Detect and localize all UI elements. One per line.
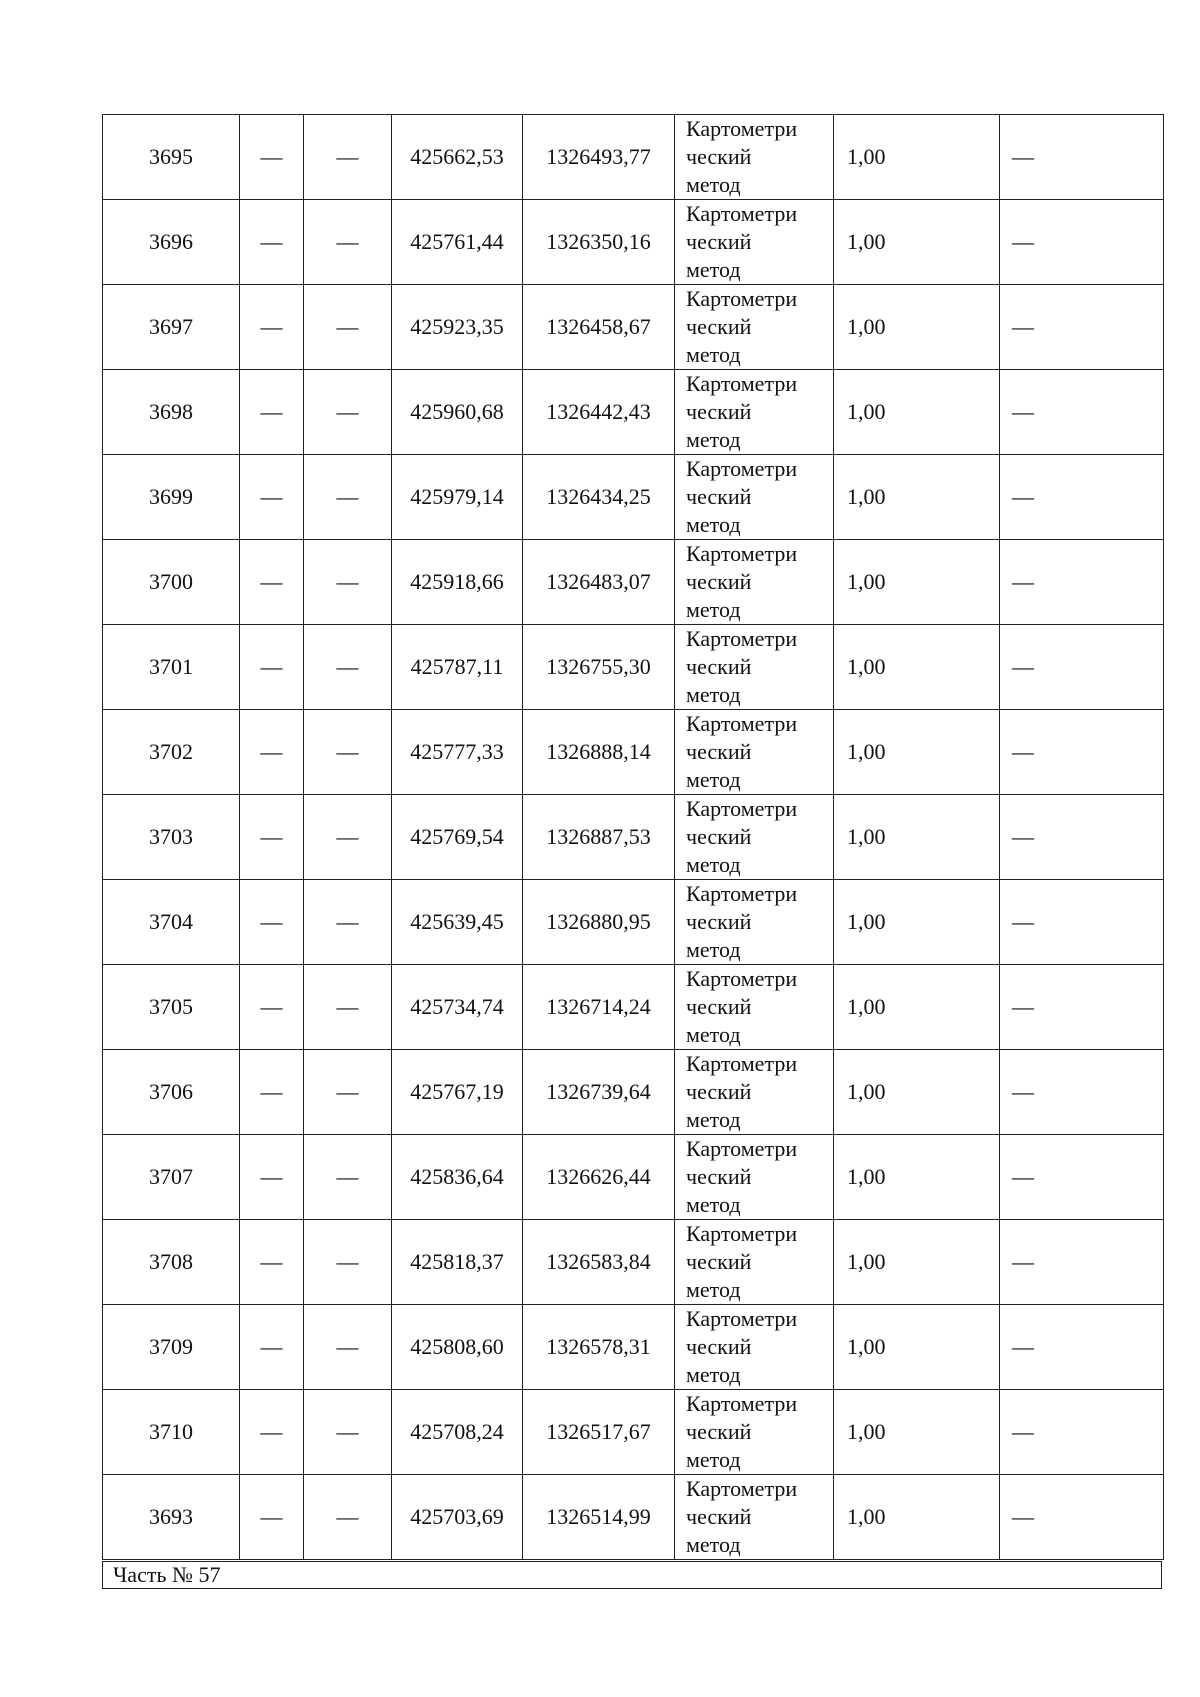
accuracy-text: 1,00 xyxy=(847,654,886,679)
empty-value-text: — xyxy=(336,229,359,254)
accuracy-text: 1,00 xyxy=(847,569,886,594)
point-number-text: 3700 xyxy=(149,569,193,594)
accuracy-text: 1,00 xyxy=(847,1504,886,1529)
accuracy-cell xyxy=(834,1475,1000,1560)
point-number-text: 3699 xyxy=(149,484,193,509)
coordinate-y-cell xyxy=(523,965,675,1050)
point-number-cell xyxy=(103,455,240,540)
accuracy-cell xyxy=(834,285,1000,370)
coordinate-y-cell xyxy=(523,1390,675,1475)
coordinate-y-text: 1326434,25 xyxy=(546,484,651,509)
empty-value-cell xyxy=(304,200,392,285)
accuracy-text: 1,00 xyxy=(847,229,886,254)
coordinate-y-text: 1326714,24 xyxy=(546,994,651,1019)
coordinate-x-cell xyxy=(392,1305,523,1390)
empty-value-cell xyxy=(240,1305,304,1390)
method-text: Картометри ческий метод xyxy=(686,1476,798,1557)
point-number-text: 3707 xyxy=(149,1164,193,1189)
empty-value-text: — xyxy=(1012,569,1034,594)
coordinate-y-text: 1326888,14 xyxy=(546,739,651,764)
empty-value-text: — xyxy=(336,909,359,934)
coordinate-y-cell xyxy=(523,200,675,285)
point-number-text: 3697 xyxy=(149,314,193,339)
method-cell xyxy=(675,1475,834,1560)
empty-value-text: — xyxy=(336,739,359,764)
method-text: Картометри ческий метод xyxy=(686,796,798,877)
coordinate-x-text: 425639,45 xyxy=(410,909,504,934)
method-text: Картометри ческий метод xyxy=(686,626,798,707)
coordinate-x-cell xyxy=(392,795,523,880)
empty-value-cell xyxy=(1000,965,1164,1050)
coordinate-x-text: 425769,54 xyxy=(410,824,504,849)
empty-value-text: — xyxy=(1012,739,1034,764)
empty-value-text: — xyxy=(260,1079,283,1104)
accuracy-text: 1,00 xyxy=(847,1079,886,1104)
empty-value-cell xyxy=(1000,1220,1164,1305)
empty-value-cell xyxy=(240,200,304,285)
coordinate-y-cell xyxy=(523,455,675,540)
accuracy-cell xyxy=(834,455,1000,540)
table-row xyxy=(103,625,1164,710)
empty-value-text: — xyxy=(260,144,283,169)
method-text: Картометри ческий метод xyxy=(686,541,798,622)
empty-value-cell xyxy=(1000,200,1164,285)
point-number-cell xyxy=(103,1475,240,1560)
empty-value-cell xyxy=(304,1390,392,1475)
empty-value-text: — xyxy=(1012,314,1034,339)
empty-value-cell xyxy=(240,880,304,965)
table-row xyxy=(103,710,1164,795)
accuracy-cell xyxy=(834,1220,1000,1305)
empty-value-text: — xyxy=(1012,484,1034,509)
table-row xyxy=(103,795,1164,880)
point-number-cell xyxy=(103,880,240,965)
point-number-cell xyxy=(103,115,240,200)
coordinate-x-text: 425761,44 xyxy=(410,229,504,254)
point-number-cell xyxy=(103,200,240,285)
method-cell xyxy=(675,1220,834,1305)
point-number-text: 3708 xyxy=(149,1249,193,1274)
empty-value-cell xyxy=(304,795,392,880)
coordinate-y-cell xyxy=(523,710,675,795)
coordinate-x-cell xyxy=(392,880,523,965)
coordinate-x-text: 425703,69 xyxy=(410,1504,504,1529)
empty-value-cell xyxy=(240,370,304,455)
coordinate-x-cell xyxy=(392,1220,523,1305)
coordinate-y-cell xyxy=(523,370,675,455)
method-cell xyxy=(675,1390,834,1475)
coordinate-x-cell xyxy=(392,625,523,710)
empty-value-text: — xyxy=(1012,1079,1034,1104)
point-number-cell xyxy=(103,285,240,370)
coordinates-table xyxy=(102,114,1164,1560)
empty-value-text: — xyxy=(1012,994,1034,1019)
coordinate-x-text: 425708,24 xyxy=(410,1419,504,1444)
accuracy-text: 1,00 xyxy=(847,1249,886,1274)
empty-value-text: — xyxy=(1012,1419,1034,1444)
empty-value-cell xyxy=(240,1220,304,1305)
point-number-cell xyxy=(103,1220,240,1305)
table-row xyxy=(103,200,1164,285)
method-text: Картометри ческий метод xyxy=(686,1136,798,1217)
empty-value-cell xyxy=(240,625,304,710)
method-cell xyxy=(675,455,834,540)
point-number-cell xyxy=(103,965,240,1050)
empty-value-cell xyxy=(1000,115,1164,200)
empty-value-cell xyxy=(304,880,392,965)
empty-value-text: — xyxy=(1012,399,1034,424)
method-text: Картометри ческий метод xyxy=(686,201,798,282)
point-number-cell xyxy=(103,1050,240,1135)
empty-value-cell xyxy=(240,1475,304,1560)
coordinate-x-cell xyxy=(392,1475,523,1560)
point-number-text: 3696 xyxy=(149,229,193,254)
coordinate-y-cell xyxy=(523,795,675,880)
point-number-text: 3709 xyxy=(149,1334,193,1359)
accuracy-text: 1,00 xyxy=(847,399,886,424)
empty-value-text: — xyxy=(336,1504,359,1529)
empty-value-cell xyxy=(304,370,392,455)
table-row xyxy=(103,1220,1164,1305)
empty-value-text: — xyxy=(260,314,283,339)
accuracy-text: 1,00 xyxy=(847,739,886,764)
table-row xyxy=(103,1050,1164,1135)
table-row xyxy=(103,1390,1164,1475)
empty-value-text: — xyxy=(260,1334,283,1359)
empty-value-cell xyxy=(1000,1305,1164,1390)
table-row xyxy=(103,1305,1164,1390)
empty-value-cell xyxy=(240,285,304,370)
empty-value-cell xyxy=(1000,285,1164,370)
coordinate-x-text: 425818,37 xyxy=(410,1249,504,1274)
coordinate-y-cell xyxy=(523,1220,675,1305)
empty-value-text: — xyxy=(260,654,283,679)
coordinate-x-text: 425918,66 xyxy=(410,569,504,594)
empty-value-cell xyxy=(240,115,304,200)
empty-value-text: — xyxy=(336,144,359,169)
empty-value-cell xyxy=(304,710,392,795)
coordinate-y-cell xyxy=(523,880,675,965)
coordinate-y-cell xyxy=(523,285,675,370)
empty-value-text: — xyxy=(336,1419,359,1444)
method-text: Картометри ческий метод xyxy=(686,1221,798,1302)
method-cell xyxy=(675,1305,834,1390)
empty-value-text: — xyxy=(260,1504,283,1529)
point-number-text: 3698 xyxy=(149,399,193,424)
empty-value-text: — xyxy=(260,484,283,509)
coordinate-y-text: 1326442,43 xyxy=(546,399,651,424)
point-number-text: 3710 xyxy=(149,1419,193,1444)
accuracy-cell xyxy=(834,200,1000,285)
empty-value-text: — xyxy=(260,994,283,1019)
coordinate-y-cell xyxy=(523,115,675,200)
coordinate-x-cell xyxy=(392,455,523,540)
point-number-text: 3705 xyxy=(149,994,193,1019)
accuracy-text: 1,00 xyxy=(847,484,886,509)
coordinate-x-text: 425662,53 xyxy=(410,144,504,169)
coordinate-y-text: 1326755,30 xyxy=(546,654,651,679)
method-cell xyxy=(675,880,834,965)
coordinate-y-text: 1326350,16 xyxy=(546,229,651,254)
coordinate-y-text: 1326458,67 xyxy=(546,314,651,339)
empty-value-cell xyxy=(1000,1390,1164,1475)
empty-value-cell xyxy=(1000,1050,1164,1135)
empty-value-text: — xyxy=(260,399,283,424)
method-cell xyxy=(675,540,834,625)
point-number-cell xyxy=(103,1135,240,1220)
point-number-text: 3701 xyxy=(149,654,193,679)
accuracy-text: 1,00 xyxy=(847,1419,886,1444)
method-cell xyxy=(675,625,834,710)
empty-value-cell xyxy=(304,455,392,540)
accuracy-text: 1,00 xyxy=(847,1164,886,1189)
coordinate-y-text: 1326578,31 xyxy=(546,1334,651,1359)
table-row xyxy=(103,370,1164,455)
table-row xyxy=(103,1475,1164,1560)
point-number-cell xyxy=(103,710,240,795)
method-text: Картометри ческий метод xyxy=(686,371,798,452)
accuracy-cell xyxy=(834,1390,1000,1475)
coordinate-y-cell xyxy=(523,540,675,625)
empty-value-text: — xyxy=(260,1419,283,1444)
method-text: Картометри ческий метод xyxy=(686,711,798,792)
accuracy-text: 1,00 xyxy=(847,994,886,1019)
method-cell xyxy=(675,200,834,285)
empty-value-cell xyxy=(240,540,304,625)
empty-value-text: — xyxy=(260,1164,283,1189)
coordinate-y-text: 1326517,67 xyxy=(546,1419,651,1444)
method-cell xyxy=(675,965,834,1050)
accuracy-cell xyxy=(834,625,1000,710)
coordinate-x-cell xyxy=(392,370,523,455)
table-row xyxy=(103,455,1164,540)
method-cell xyxy=(675,710,834,795)
accuracy-text: 1,00 xyxy=(847,824,886,849)
empty-value-cell xyxy=(304,965,392,1050)
empty-value-cell xyxy=(240,1050,304,1135)
coordinate-x-text: 425960,68 xyxy=(410,399,504,424)
empty-value-text: — xyxy=(1012,1334,1034,1359)
point-number-cell xyxy=(103,625,240,710)
empty-value-text: — xyxy=(260,229,283,254)
coordinate-x-cell xyxy=(392,285,523,370)
empty-value-cell xyxy=(304,285,392,370)
coordinate-y-cell xyxy=(523,1475,675,1560)
point-number-text: 3702 xyxy=(149,739,193,764)
empty-value-cell xyxy=(240,455,304,540)
empty-value-cell xyxy=(1000,710,1164,795)
coordinate-y-text: 1326483,07 xyxy=(546,569,651,594)
coordinate-x-cell xyxy=(392,965,523,1050)
empty-value-cell xyxy=(304,540,392,625)
empty-value-cell xyxy=(304,115,392,200)
empty-value-text: — xyxy=(260,824,283,849)
empty-value-cell xyxy=(304,1050,392,1135)
table-row xyxy=(103,540,1164,625)
coordinate-y-text: 1326493,77 xyxy=(546,144,651,169)
empty-value-text: — xyxy=(260,569,283,594)
empty-value-cell xyxy=(1000,455,1164,540)
accuracy-cell xyxy=(834,795,1000,880)
empty-value-text: — xyxy=(260,909,283,934)
method-cell xyxy=(675,285,834,370)
point-number-text: 3693 xyxy=(149,1504,193,1529)
coordinate-x-text: 425836,64 xyxy=(410,1164,504,1189)
empty-value-cell xyxy=(1000,1475,1164,1560)
coordinate-y-text: 1326739,64 xyxy=(546,1079,651,1104)
empty-value-cell xyxy=(240,795,304,880)
point-number-cell xyxy=(103,795,240,880)
empty-value-text: — xyxy=(1012,909,1034,934)
empty-value-cell xyxy=(1000,625,1164,710)
coordinate-x-text: 425808,60 xyxy=(410,1334,504,1359)
method-text: Картометри ческий метод xyxy=(686,456,798,537)
empty-value-cell xyxy=(1000,880,1164,965)
coordinate-x-cell xyxy=(392,1135,523,1220)
coordinate-y-text: 1326887,53 xyxy=(546,824,651,849)
accuracy-text: 1,00 xyxy=(847,144,886,169)
empty-value-text: — xyxy=(336,1079,359,1104)
coordinate-x-text: 425923,35 xyxy=(410,314,504,339)
empty-value-cell xyxy=(1000,1135,1164,1220)
point-number-cell xyxy=(103,370,240,455)
empty-value-cell xyxy=(304,1475,392,1560)
part-label: Часть № 57 xyxy=(113,1562,221,1587)
empty-value-cell xyxy=(304,1305,392,1390)
method-text: Картометри ческий метод xyxy=(686,881,798,962)
coordinate-x-text: 425787,11 xyxy=(410,654,504,679)
empty-value-text: — xyxy=(1012,229,1034,254)
table-row xyxy=(103,115,1164,200)
table-row xyxy=(103,285,1164,370)
empty-value-cell xyxy=(304,625,392,710)
table-row xyxy=(103,965,1164,1050)
point-number-cell xyxy=(103,1305,240,1390)
empty-value-text: — xyxy=(1012,824,1034,849)
coordinate-x-cell xyxy=(392,1050,523,1135)
accuracy-cell xyxy=(834,540,1000,625)
coordinate-x-text: 425734,74 xyxy=(410,994,504,1019)
accuracy-text: 1,00 xyxy=(847,1334,886,1359)
coordinate-x-cell xyxy=(392,1390,523,1475)
empty-value-cell xyxy=(240,965,304,1050)
table-row xyxy=(103,880,1164,965)
empty-value-cell xyxy=(1000,795,1164,880)
empty-value-cell xyxy=(240,1390,304,1475)
empty-value-cell xyxy=(1000,370,1164,455)
empty-value-text: — xyxy=(1012,1504,1034,1529)
accuracy-cell xyxy=(834,1135,1000,1220)
method-cell xyxy=(675,370,834,455)
empty-value-text: — xyxy=(336,824,359,849)
method-text: Картометри ческий метод xyxy=(686,286,798,367)
accuracy-text: 1,00 xyxy=(847,314,886,339)
empty-value-text: — xyxy=(260,1249,283,1274)
empty-value-text: — xyxy=(336,654,359,679)
empty-value-cell xyxy=(240,1135,304,1220)
empty-value-text: — xyxy=(336,399,359,424)
empty-value-cell xyxy=(240,710,304,795)
point-number-text: 3703 xyxy=(149,824,193,849)
point-number-text: 3695 xyxy=(149,144,193,169)
method-cell xyxy=(675,1135,834,1220)
empty-value-text: — xyxy=(336,569,359,594)
accuracy-cell xyxy=(834,965,1000,1050)
empty-value-text: — xyxy=(336,1164,359,1189)
coordinate-x-cell xyxy=(392,115,523,200)
method-text: Картометри ческий метод xyxy=(686,1306,798,1387)
accuracy-cell xyxy=(834,1305,1000,1390)
empty-value-cell xyxy=(304,1220,392,1305)
coordinate-x-text: 425777,33 xyxy=(410,739,504,764)
accuracy-cell xyxy=(834,710,1000,795)
coordinate-x-cell xyxy=(392,710,523,795)
coordinate-y-text: 1326514,99 xyxy=(546,1504,651,1529)
accuracy-text: 1,00 xyxy=(847,909,886,934)
coordinate-y-cell xyxy=(523,1050,675,1135)
method-text: Картометри ческий метод xyxy=(686,966,798,1047)
coordinate-x-cell xyxy=(392,540,523,625)
empty-value-text: — xyxy=(1012,1249,1034,1274)
accuracy-cell xyxy=(834,370,1000,455)
empty-value-cell xyxy=(304,1135,392,1220)
empty-value-text: — xyxy=(260,739,283,764)
method-cell xyxy=(675,795,834,880)
empty-value-text: — xyxy=(336,1249,359,1274)
empty-value-text: — xyxy=(1012,144,1034,169)
coordinate-y-text: 1326626,44 xyxy=(546,1164,651,1189)
empty-value-text: — xyxy=(1012,654,1034,679)
empty-value-text: — xyxy=(336,1334,359,1359)
coordinate-y-cell xyxy=(523,1305,675,1390)
part-number-footer xyxy=(102,1561,1162,1589)
method-cell xyxy=(675,115,834,200)
method-text: Картометри ческий метод xyxy=(686,116,798,197)
point-number-cell xyxy=(103,1390,240,1475)
empty-value-cell xyxy=(1000,540,1164,625)
empty-value-text: — xyxy=(1012,1164,1034,1189)
table-row xyxy=(103,1135,1164,1220)
coordinate-y-text: 1326880,95 xyxy=(546,909,651,934)
coordinate-x-text: 425767,19 xyxy=(410,1079,504,1104)
method-text: Картометри ческий метод xyxy=(686,1051,798,1132)
empty-value-text: — xyxy=(336,484,359,509)
empty-value-text: — xyxy=(336,994,359,1019)
accuracy-cell xyxy=(834,880,1000,965)
point-number-text: 3704 xyxy=(149,909,193,934)
coordinate-x-cell xyxy=(392,200,523,285)
coordinate-y-cell xyxy=(523,1135,675,1220)
coordinate-y-text: 1326583,84 xyxy=(546,1249,651,1274)
coordinate-y-cell xyxy=(523,625,675,710)
method-cell xyxy=(675,1050,834,1135)
accuracy-cell xyxy=(834,115,1000,200)
accuracy-cell xyxy=(834,1050,1000,1135)
point-number-text: 3706 xyxy=(149,1079,193,1104)
table-body xyxy=(103,115,1164,1560)
empty-value-text: — xyxy=(336,314,359,339)
point-number-cell xyxy=(103,540,240,625)
method-text: Картометри ческий метод xyxy=(686,1391,798,1472)
coordinate-x-text: 425979,14 xyxy=(410,484,504,509)
